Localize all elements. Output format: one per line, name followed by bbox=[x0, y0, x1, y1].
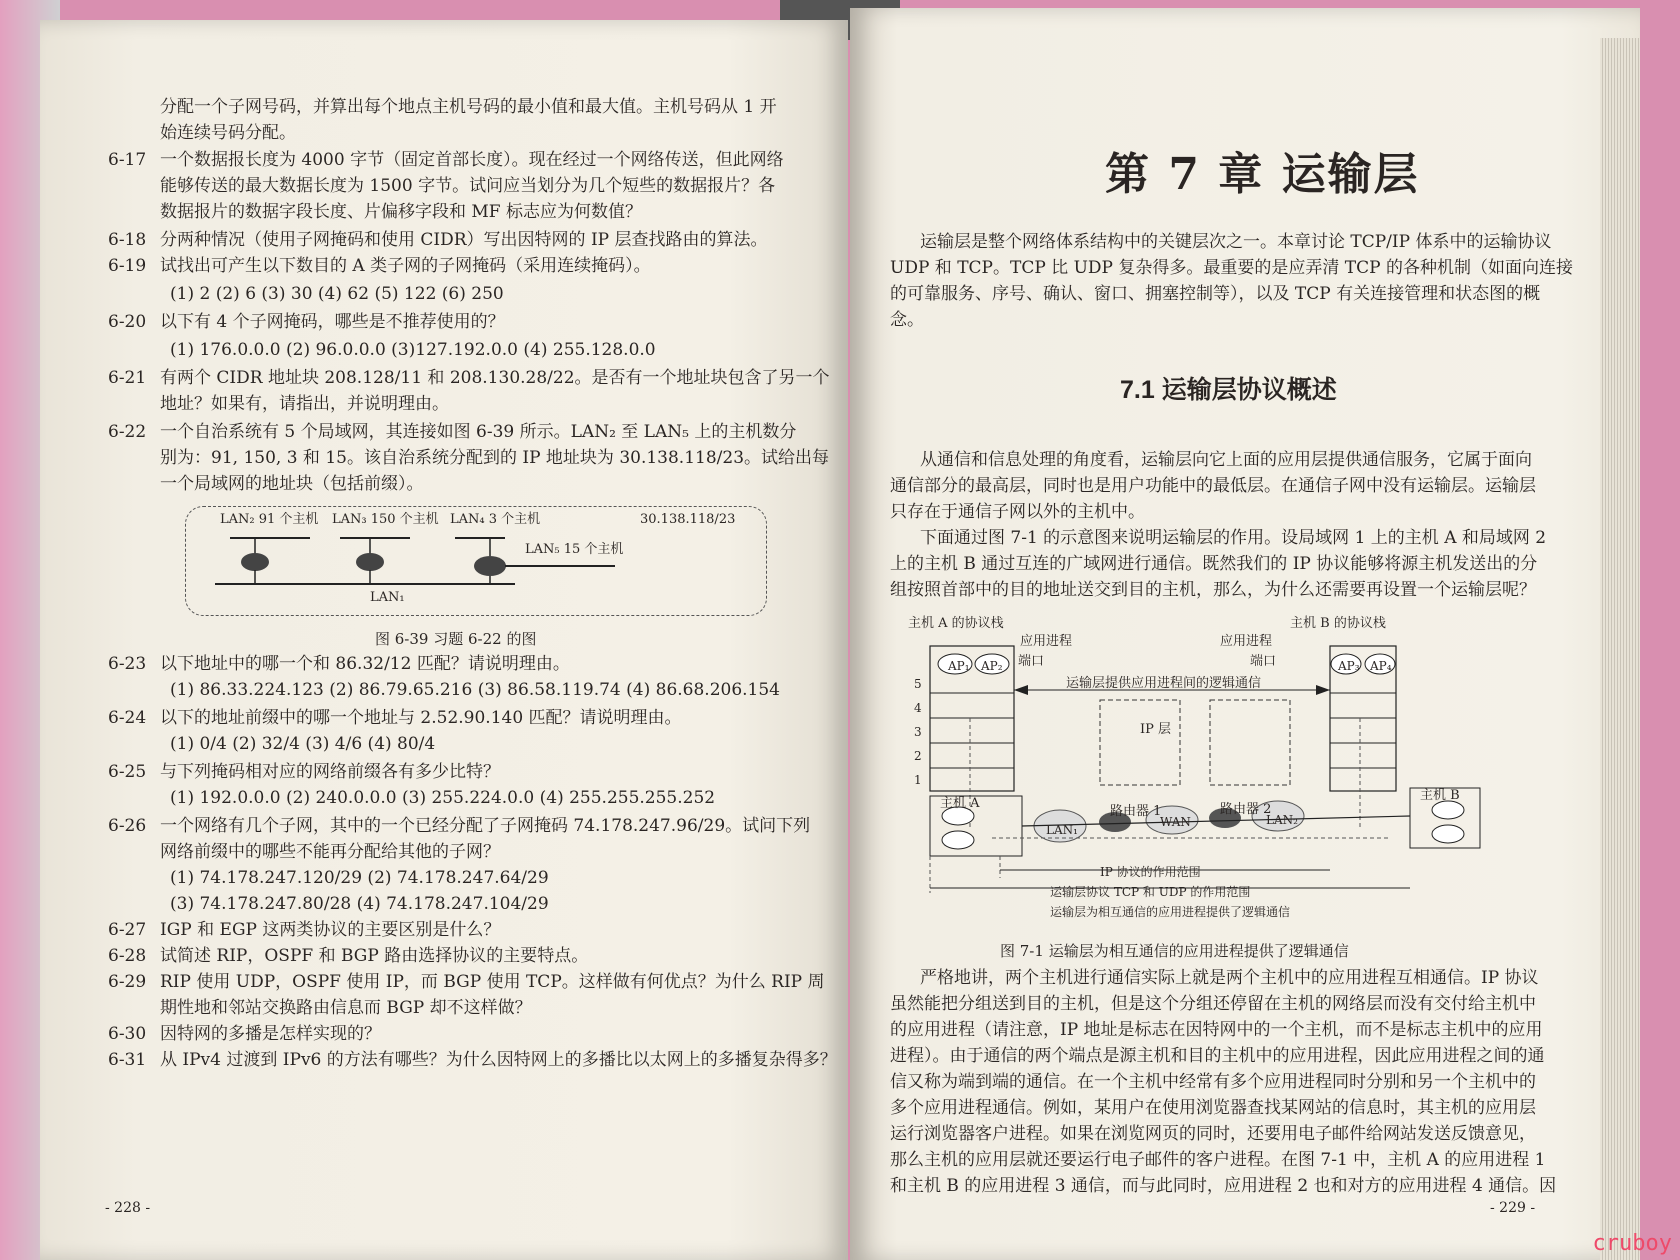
text-line: 只存在于通信子网以外的主机中。 bbox=[890, 502, 1145, 522]
app-label-b: 应用进程 bbox=[1220, 634, 1273, 649]
text-line: 运行浏览器客户进程。如果在浏览网页的同时，还要用电子邮件给网站发送反馈意见， bbox=[890, 1124, 1536, 1144]
host-a-label: 主机 A bbox=[940, 796, 980, 811]
ip-layer-label: IP 层 bbox=[1140, 722, 1172, 737]
router2-label: 路由器 2 bbox=[1220, 802, 1272, 817]
layer-1: 1 bbox=[914, 773, 922, 787]
section-title: 7.1 运输层协议概述 bbox=[1120, 376, 1337, 404]
text-line: (1) 74.178.247.120/29 (2) 74.178.247.64/29 bbox=[170, 868, 549, 888]
text-line: 一个网络有几个子网，其中的一个已经分配了子网掩码 74.178.247.96/29。试问下列 bbox=[160, 816, 811, 836]
text-line: 一个局域网的地址块（包括前缀）。 bbox=[160, 474, 424, 494]
text-line: 地址？如果有，请指出，并说明理由。 bbox=[160, 394, 449, 414]
logical-label: 运输层提供应用进程间的逻辑通信 bbox=[1066, 676, 1262, 691]
text-line: (1) 2 (2) 6 (3) 30 (4) 62 (5) 122 (6) 250 bbox=[170, 284, 504, 304]
text-line: (1) 176.0.0.0 (2) 96.0.0.0 (3)127.192.0.0 (4) 255.128.0.0 bbox=[170, 340, 656, 360]
problem-number: 6-19 bbox=[108, 256, 147, 276]
watermark: cruboy bbox=[1592, 1231, 1672, 1256]
stack-a-label: 主机 A 的协议栈 bbox=[908, 616, 1004, 631]
port-label-b: 端口 bbox=[1250, 654, 1277, 669]
transport-scope-label: 运输层协议 TCP 和 UDP 的作用范围 bbox=[1050, 885, 1251, 899]
ap2-label: AP₂ bbox=[981, 659, 1003, 673]
text-line: 组按照首部中的目的地址送交到目的主机，那么，为什么还需要再设置一个运输层呢？ bbox=[890, 580, 1536, 600]
text-line: 运输层是整个网络体系结构中的关键层次之一。本章讨论 TCP/IP 体系中的运输协议 bbox=[920, 232, 1552, 252]
text-line: 下面通过图 7-1 的示意图来说明运输层的作用。设局域网 1 上的主机 A 和局域网 2 bbox=[920, 528, 1547, 548]
text-line: 以下的地址前缀中的哪一个地址与 2.52.90.140 匹配？请说明理由。 bbox=[160, 708, 682, 728]
text-line: 别为：91, 150, 3 和 15。该自治系统分配到的 IP 地址块为 30.138.118/23。试给出每 bbox=[160, 448, 830, 468]
router1-label: 路由器 1 bbox=[1110, 804, 1162, 819]
figure-7-1 bbox=[910, 608, 1550, 918]
block-label: 30.138.118/23 bbox=[640, 512, 736, 527]
text-line: 的应用进程（请注意，IP 地址是标志在因特网中的一个主机，而不是标志主机中的应用 bbox=[890, 1020, 1543, 1040]
text-line: 因特网的多播是怎样实现的？ bbox=[160, 1024, 381, 1044]
lan2-cloud-label: LAN₂ bbox=[1266, 813, 1298, 827]
text-line: 试找出可产生以下数目的 A 类子网的子网掩码（采用连续掩码）。 bbox=[160, 256, 651, 276]
text-line: UDP 和 TCP。TCP 比 UDP 复杂得多。最重要的是应弄清 TCP 的各种机制（如面向连接 bbox=[890, 258, 1573, 278]
text-line: 从通信和信息处理的角度看，运输层向它上面的应用层提供通信服务，它属于面向 bbox=[920, 450, 1532, 470]
text-line: (3) 74.178.247.80/28 (4) 74.178.247.104/29 bbox=[170, 894, 549, 914]
text-line: 通信部分的最高层，同时也是用户功能中的最低层。在通信子网中没有运输层。运输层 bbox=[890, 476, 1536, 496]
text-line: 一个自治系统有 5 个局域网，其连接如图 6-39 所示。LAN₂ 至 LAN₅ 上的主机数分 bbox=[160, 422, 797, 442]
text-line: 数据报片的数据字段长度、片偏移字段和 MF 标志应为何数值？ bbox=[160, 202, 643, 222]
problem-number: 6-17 bbox=[108, 150, 147, 170]
ap3-label: AP₃ bbox=[1338, 659, 1360, 673]
page-edge bbox=[1600, 38, 1640, 1260]
text-line: (1) 86.33.224.123 (2) 86.79.65.216 (3) 86.58.119.74 (4) 86.68.206.154 bbox=[170, 680, 780, 700]
ap4-label: AP₄ bbox=[1370, 659, 1392, 673]
page-number: - 228 - bbox=[105, 1200, 151, 1216]
lan5-label: LAN₅ 15 个主机 bbox=[525, 542, 624, 557]
text-line: RIP 使用 UDP，OSPF 使用 IP，而 BGP 使用 TCP。这样做有何优点？为什么 RIP 周 bbox=[160, 972, 825, 992]
text-line: 的可靠服务、序号、确认、窗口、拥塞控制等），以及 TCP 有关连接管理和状态图的概 bbox=[890, 284, 1541, 304]
lan2-label: LAN₂ 91 个主机 bbox=[220, 512, 319, 527]
problem-number: 6-26 bbox=[108, 816, 147, 836]
layer-2: 2 bbox=[914, 749, 922, 763]
text-line: 从 IPv4 过渡到 IPv6 的方法有哪些？为什么因特网上的多播比以太网上的多播复杂得多？ bbox=[160, 1050, 837, 1070]
text-line: 期性地和邻站交换路由信息而 BGP 却不这样做？ bbox=[160, 998, 532, 1018]
problem-number: 6-31 bbox=[108, 1050, 147, 1070]
text-line: 那么主机的应用层就还要运行电子邮件的客户进程。在图 7-1 中，主机 A 的应用进程 1 bbox=[890, 1150, 1546, 1170]
ip-scope-label: IP 协议的作用范围 bbox=[1100, 865, 1201, 879]
text-line: 进程）。由于通信的两个端点是源主机和目的主机中的应用进程，因此应用进程之间的通 bbox=[890, 1046, 1545, 1066]
layer-5: 5 bbox=[914, 677, 922, 691]
text-line: 试简述 RIP，OSPF 和 BGP 路由选择协议的主要特点。 bbox=[160, 946, 589, 966]
text-line: 严格地讲，两个主机进行通信实际上就是两个主机中的应用进程互相通信。IP 协议 bbox=[920, 968, 1539, 988]
problem-number: 6-28 bbox=[108, 946, 147, 966]
text-line: 分配一个子网号码，并算出每个地点主机号码的最小值和最大值。主机号码从 1 开 bbox=[160, 97, 777, 117]
text-line: 多个应用进程通信。例如，某用户在使用浏览器查找某网站的信息时，其主机的应用层 bbox=[890, 1098, 1536, 1118]
figure-caption: 图 6-39 习题 6-22 的图 bbox=[375, 630, 537, 648]
problem-number: 6-20 bbox=[108, 312, 147, 332]
lan3-label: LAN₃ 150 个主机 bbox=[332, 512, 439, 527]
problem-number: 6-18 bbox=[108, 230, 147, 250]
problem-number: 6-24 bbox=[108, 708, 147, 728]
page-number: - 229 - bbox=[1490, 1200, 1536, 1216]
app-label-a: 应用进程 bbox=[1020, 634, 1073, 649]
problem-number: 6-23 bbox=[108, 654, 147, 674]
text-line: 虽然能把分组送到目的主机，但是这个分组还停留在主机的网络层而没有交付给主机中 bbox=[890, 994, 1536, 1014]
right-page bbox=[850, 8, 1640, 1260]
text-line: 念。 bbox=[890, 310, 924, 330]
text-line: 和主机 B 的应用进程 3 通信，而与此同时，应用进程 2 也和对方的应用进程 4 通信。因 bbox=[890, 1176, 1557, 1196]
figure-caption: 图 7-1 运输层为相互通信的应用进程提供了逻辑通信 bbox=[1000, 942, 1349, 960]
wan-label: WAN bbox=[1160, 815, 1191, 829]
problem-number: 6-27 bbox=[108, 920, 147, 940]
text-line: 信又称为端到端的通信。在一个主机中经常有多个应用进程同时分别和另一个主机中的 bbox=[890, 1072, 1536, 1092]
text-line: 一个数据报长度为 4000 字节（固定首部长度）。现在经过一个网络传送，但此网络 bbox=[160, 150, 784, 170]
text-line: 始连续号码分配。 bbox=[160, 123, 296, 143]
text-line: 有两个 CIDR 地址块 208.128/11 和 208.130.28/22。是否有一个地址块包含了另一个 bbox=[160, 368, 830, 388]
lan1-cloud-label: LAN₁ bbox=[1046, 823, 1078, 837]
lan4-label: LAN₄ 3 个主机 bbox=[450, 512, 541, 527]
text-line: 与下列掩码相对应的网络前缀各有多少比特？ bbox=[160, 762, 500, 782]
left-page bbox=[40, 20, 848, 1260]
text-line: IGP 和 EGP 这两类协议的主要区别是什么？ bbox=[160, 920, 501, 940]
text-line: 上的主机 B 通过互连的广域网进行通信。既然我们的 IP 协议能够将源主机发送出的分 bbox=[890, 554, 1538, 574]
host-b-label: 主机 B bbox=[1420, 788, 1460, 803]
text-line: 以下地址中的哪一个和 86.32/12 匹配？请说明理由。 bbox=[160, 654, 570, 674]
chapter-title: 第 7 章 运输层 bbox=[1105, 149, 1420, 200]
text-line: 能够传送的最大数据长度为 1500 字节。试问应当划分为几个短些的数据报片？各 bbox=[160, 176, 776, 196]
layer-4: 4 bbox=[914, 701, 922, 715]
problem-number: 6-21 bbox=[108, 368, 147, 388]
text-line: 以下有 4 个子网掩码，哪些是不推荐使用的？ bbox=[160, 312, 505, 332]
figure-bottom-label: 运输层为相互通信的应用进程提供了逻辑通信 bbox=[1050, 905, 1291, 919]
layer-3: 3 bbox=[914, 725, 922, 739]
text-line: (1) 192.0.0.0 (2) 240.0.0.0 (3) 255.224.0.0 (4) 255.255.255.252 bbox=[170, 788, 716, 808]
port-label-a: 端口 bbox=[1018, 654, 1045, 669]
ap1-label: AP₁ bbox=[948, 659, 970, 673]
problem-number: 6-30 bbox=[108, 1024, 147, 1044]
text-line: (1) 0/4 (2) 32/4 (3) 4/6 (4) 80/4 bbox=[170, 734, 436, 754]
lan1-label: LAN₁ bbox=[370, 590, 405, 605]
problem-number: 6-29 bbox=[108, 972, 147, 992]
text-line: 分两种情况（使用子网掩码和使用 CIDR）写出因特网的 IP 层查找路由的算法。 bbox=[160, 230, 768, 250]
text-line: 网络前缀中的哪些不能再分配给其他的子网？ bbox=[160, 842, 500, 862]
problem-number: 6-25 bbox=[108, 762, 147, 782]
stack-b-label: 主机 B 的协议栈 bbox=[1290, 616, 1386, 631]
problem-number: 6-22 bbox=[108, 422, 147, 442]
